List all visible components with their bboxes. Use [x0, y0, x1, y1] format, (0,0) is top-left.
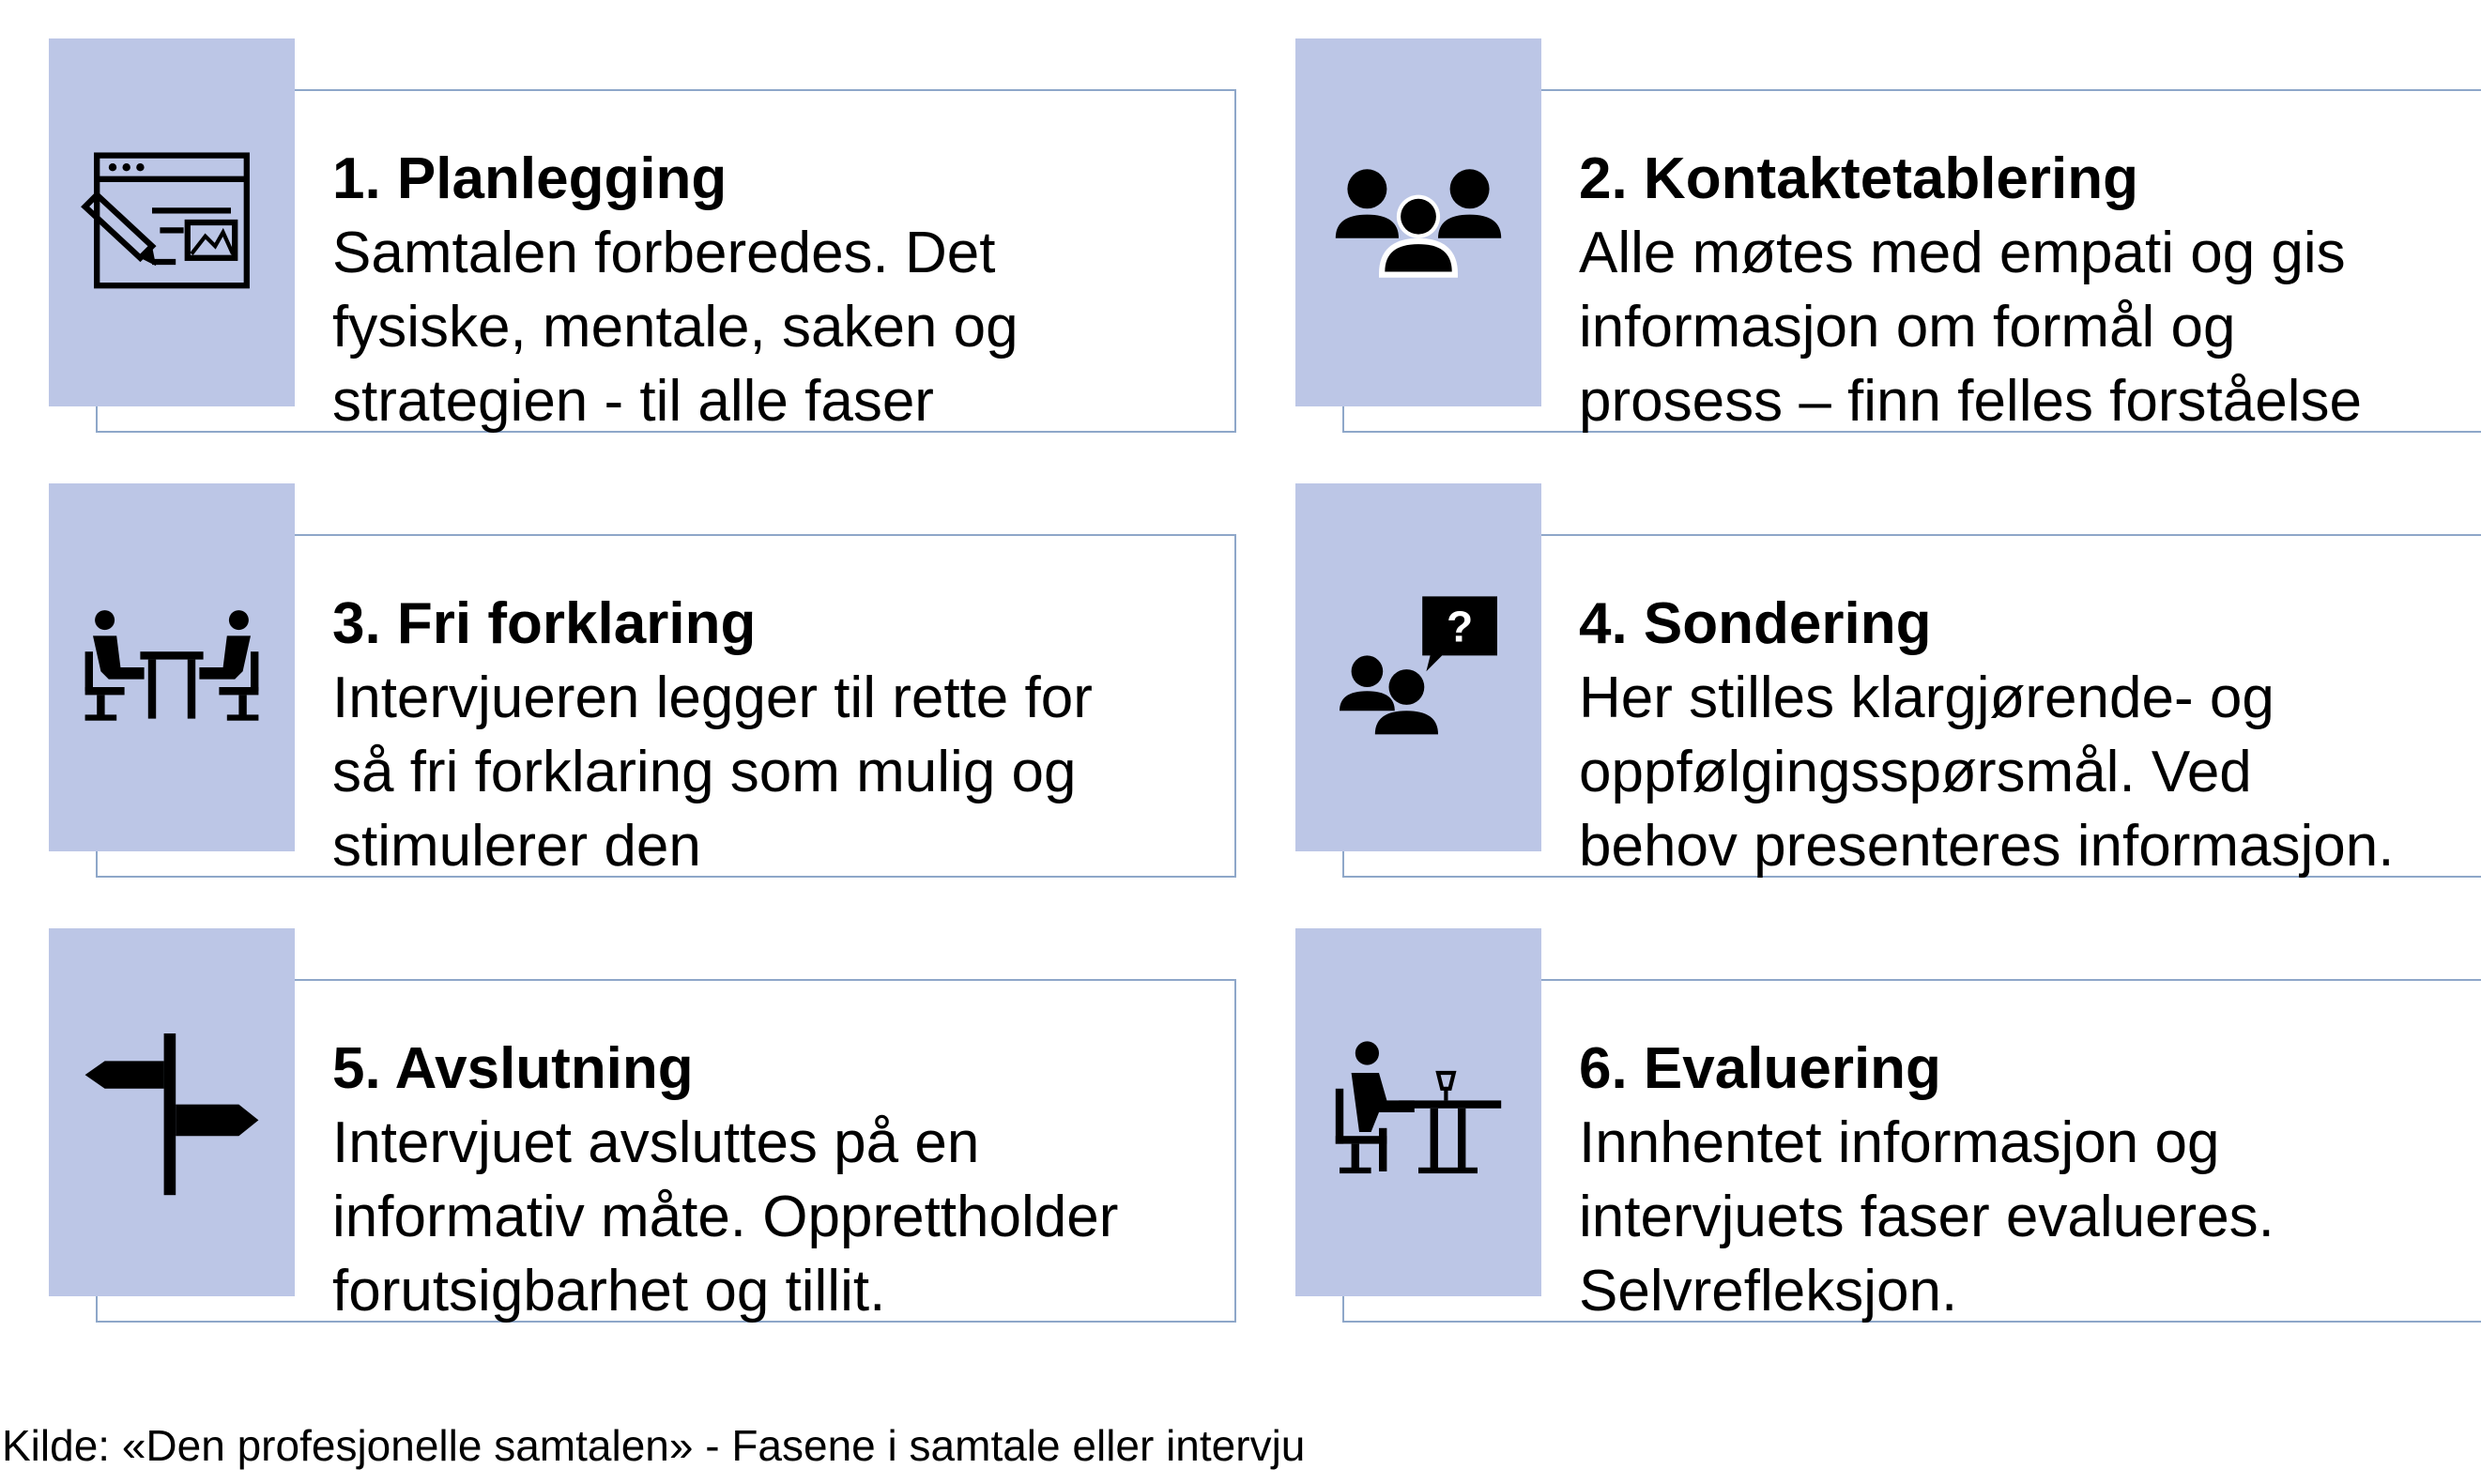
group-people-icon [1320, 124, 1517, 321]
card-title: 4. Sondering [1579, 591, 1932, 656]
card-icon-box [1295, 483, 1541, 851]
card-title: 3. Fri forklaring [332, 591, 757, 656]
card-description: Intervjueren legger til rette for så fri forklaring som mulig og stimulerer den [332, 666, 1093, 879]
card-icon-box [1295, 928, 1541, 1296]
card-icon-box [49, 38, 295, 406]
card-description: Alle møtes med empati og gis informasjon om formål og prosess – finn felles forståelse [1579, 221, 2362, 434]
phase-card-sondering [1295, 483, 2481, 878]
card-icon-box [49, 928, 295, 1296]
card-title: 2. Kontaktetablering [1579, 146, 2138, 211]
planning-document-icon [73, 124, 270, 321]
signpost-icon [73, 1014, 270, 1211]
phase-card-avslutning [49, 928, 1236, 1323]
card-icon-box [1295, 38, 1541, 406]
phase-card-kontaktetablering [1295, 38, 2481, 433]
phase-card-evaluering [1295, 928, 2481, 1323]
card-description: Intervjuet avsluttes på en informativ måte. Opprettholder forutsigbarhet og tillit. [332, 1110, 1119, 1323]
people-question-icon [1320, 569, 1517, 766]
phase-card-planlegging [49, 38, 1236, 433]
card-description: Innhentet informasjon og intervjuets faser evalueres. Selvrefleksjon. [1579, 1110, 2274, 1323]
card-description: Her stilles klargjørende- og oppfølgingsspørsmål. Ved behov presenteres informasjon. [1579, 666, 2395, 879]
card-title: 6. Evaluering [1579, 1036, 1941, 1101]
svg-text:?: ? [1446, 602, 1474, 651]
source-caption: Kilde: «Den profesjonelle samtalen» - Fasene i samtale eller intervju [2, 1421, 1306, 1470]
card-icon-box [49, 483, 295, 851]
card-description: Samtalen forberedes. Det fysiske, mentale, saken og strategien - til alle faser [332, 221, 1018, 434]
card-title: 5. Avslutning [332, 1036, 694, 1101]
person-at-desk-icon [1320, 1014, 1517, 1211]
meeting-at-table-icon [73, 569, 270, 766]
card-title: 1. Planlegging [332, 146, 727, 211]
phase-card-fri-forklaring [49, 483, 1236, 878]
